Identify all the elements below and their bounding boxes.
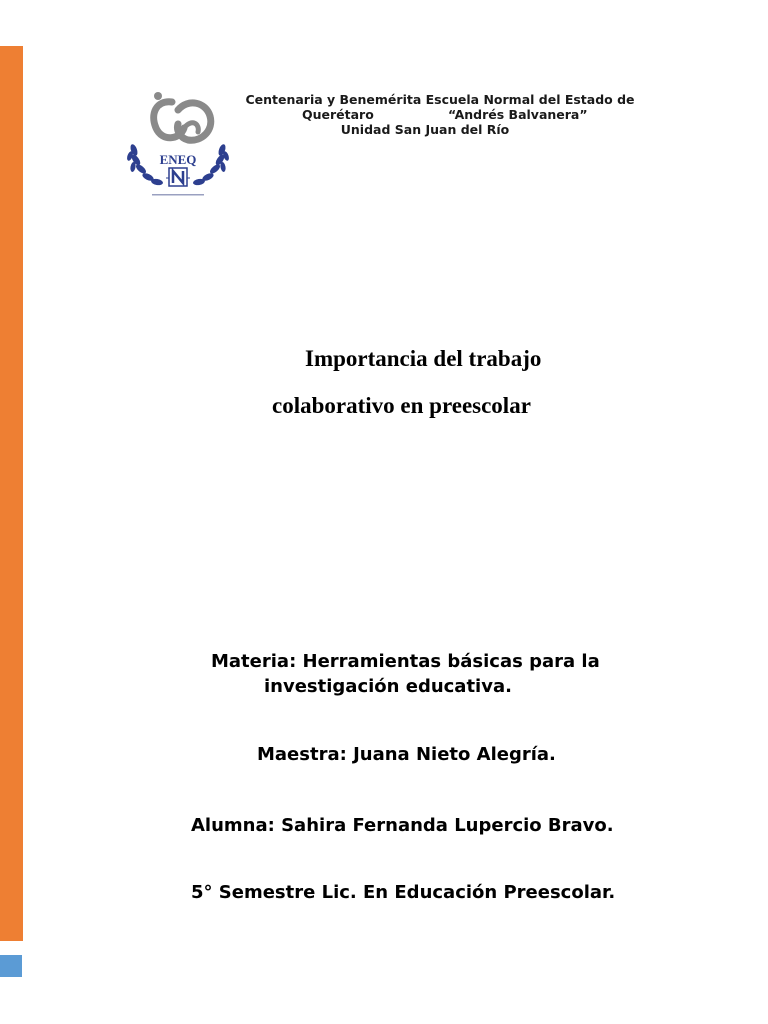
semester-info: 5° Semestre Lic. En Educación Preescolar. bbox=[191, 882, 616, 903]
student-name: Alumna: Sahira Fernanda Lupercio Bravo. bbox=[191, 815, 614, 836]
school-unit: Unidad San Juan del Río bbox=[340, 122, 510, 137]
subject-line1: Materia: Herramientas básicas para la bbox=[211, 651, 600, 672]
school-honoree: “Andrés Balvanera” bbox=[448, 107, 588, 122]
school-name-line2 bbox=[230, 107, 650, 122]
subject-line2: investigación educativa. bbox=[264, 676, 512, 697]
logo-text: ENEQ bbox=[159, 152, 197, 167]
school-state: Querétaro bbox=[302, 107, 374, 122]
document-title-line2: colaborativo en preescolar bbox=[272, 393, 531, 418]
orange-side-bar bbox=[0, 46, 23, 941]
teacher-name: Maestra: Juana Nieto Alegría. bbox=[257, 744, 556, 765]
blue-corner-square bbox=[0, 955, 22, 977]
eneq-logo-icon bbox=[126, 88, 230, 204]
school-header bbox=[230, 92, 650, 137]
eneq-logo bbox=[126, 88, 230, 204]
school-name-line1: Centenaria y Benemérita Escuela Normal del Estado de bbox=[245, 92, 635, 107]
document-title-line1: Importancia del trabajo bbox=[305, 346, 542, 371]
